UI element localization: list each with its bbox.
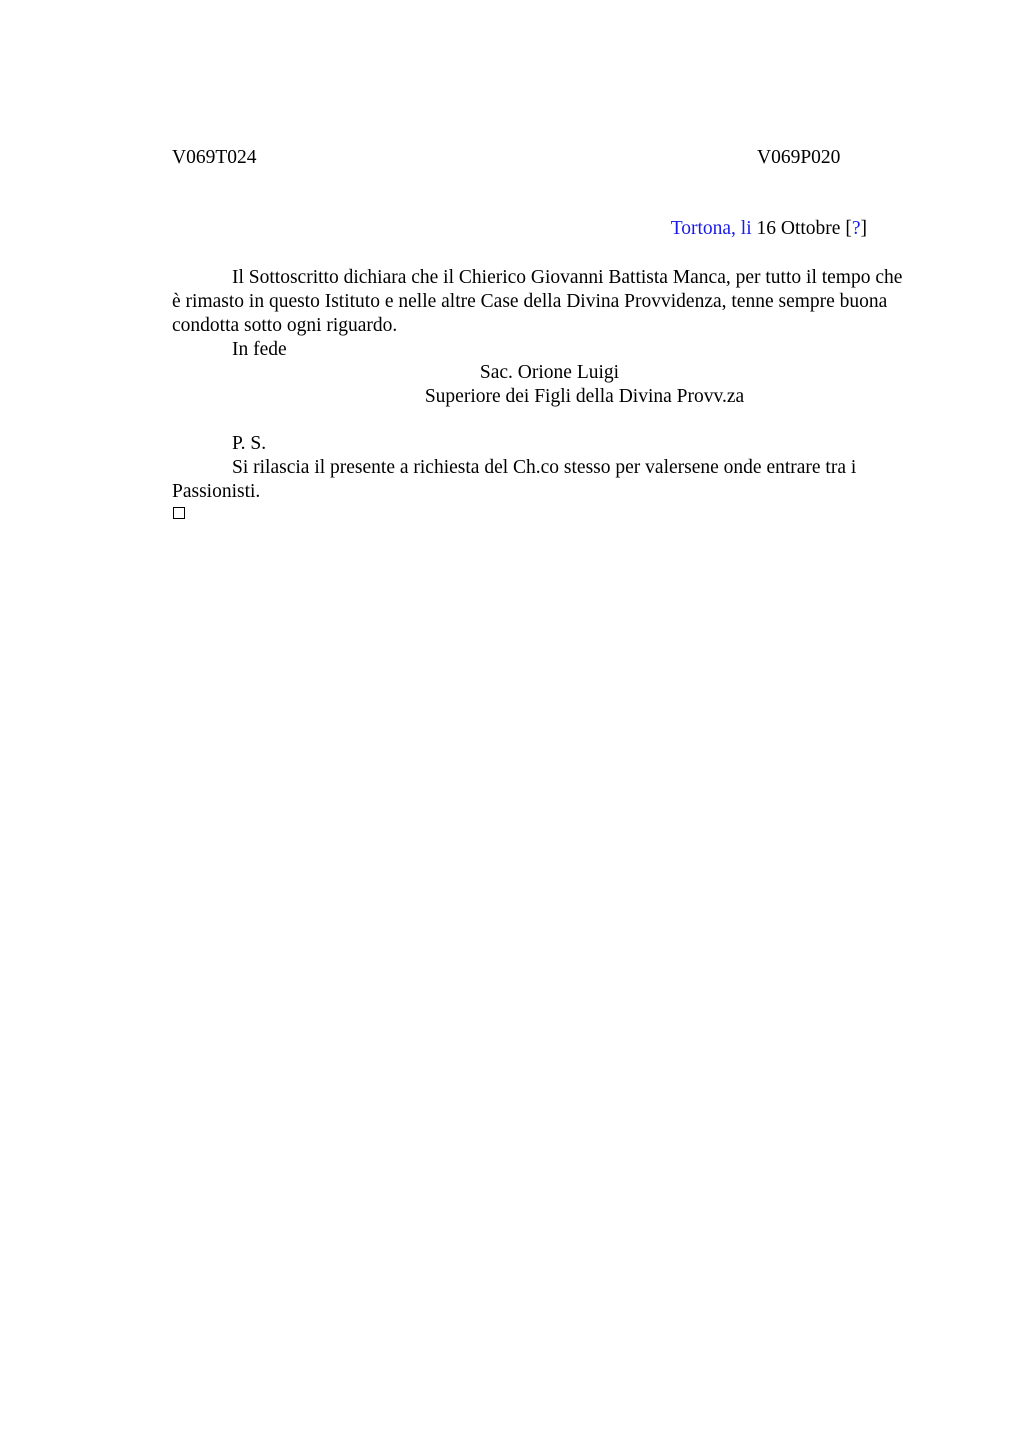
document-code-right: V069P020 [757, 147, 841, 168]
postscript-text: Si rilascia il presente a richiesta del Ch.co stesso per valersene onde entrare tra i Passionisti. [172, 457, 857, 502]
closing-line: In fede [232, 339, 287, 360]
signature-name: Sac. Orione Luigi [479, 362, 620, 383]
postscript-label: P. S. [232, 433, 267, 454]
dateline-date: 16 Ottobre [756, 218, 841, 239]
postscript [172, 432, 912, 504]
dateline-close-bracket: ] [860, 218, 867, 239]
letter-body [172, 266, 912, 362]
empty-square-icon [173, 507, 185, 519]
dateline-open-bracket: [ [845, 218, 852, 239]
document-code-left: V069T024 [172, 147, 257, 168]
dateline [172, 217, 867, 241]
body-paragraph: Il Sottoscritto dichiara che il Chierico Giovanni Battista Manca, per tutto il tempo che è rimasto in questo Istituto e nelle altre Case della Divina Provvidenza, tenne sempre buona condotta sotto ogni riguardo. [172, 267, 903, 336]
signature-title: Superiore dei Figli della Divina Provv.za [424, 386, 745, 407]
dateline-uncertain-mark: ? [851, 218, 861, 239]
dateline-place: Tortona, li [670, 218, 752, 239]
